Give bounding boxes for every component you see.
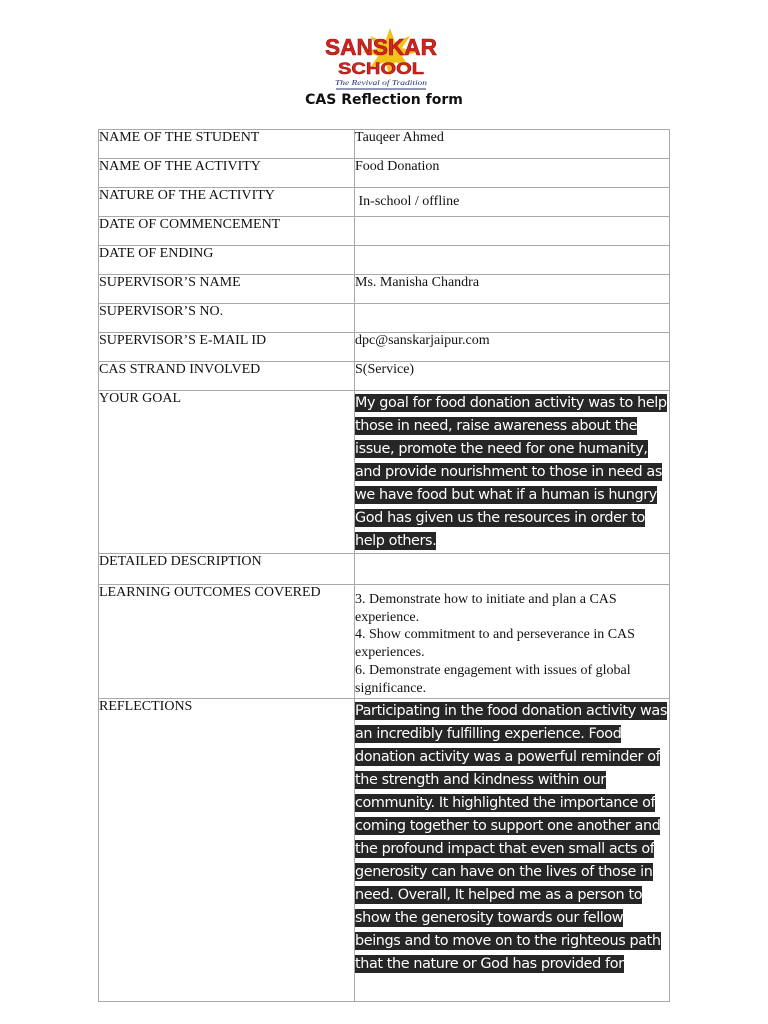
row-value-ending-date: [355, 246, 670, 275]
row-value-student-name: Tauqeer Ahmed: [355, 130, 670, 159]
table-row: [99, 585, 670, 699]
row-value-supervisor-number: [355, 304, 670, 333]
outcome-item: 6. Demonstrate engagement with issues of global significance.: [355, 662, 631, 696]
row-label: NATURE OF THE ACTIVITY: [99, 188, 355, 217]
row-value-activity-name: Food Donation: [355, 159, 670, 188]
table-row: [99, 304, 670, 333]
table-row: [99, 159, 670, 188]
logo-tagline: The Revival of Tradition: [335, 78, 428, 87]
row-value-description: [355, 554, 670, 585]
row-label: SUPERVISOR’S E-MAIL ID: [99, 333, 355, 362]
table-row: [99, 130, 670, 159]
logo-line2: SCHOOL: [338, 59, 424, 78]
row-label: CAS STRAND INVOLVED: [99, 362, 355, 391]
cas-reflection-table: [98, 129, 670, 1002]
row-label: REFLECTIONS: [99, 699, 355, 1002]
row-value-supervisor-name: Ms. Manisha Chandra: [355, 275, 670, 304]
row-value-cas-strand: S(Service): [355, 362, 670, 391]
row-label: LEARNING OUTCOMES COVERED: [99, 585, 355, 699]
row-label: DETAILED DESCRIPTION: [99, 554, 355, 585]
table-row: [99, 217, 670, 246]
table-row: [99, 333, 670, 362]
table-row: [99, 188, 670, 217]
row-value-activity-nature: In-school / offline: [355, 188, 670, 217]
table-row: [99, 391, 670, 554]
form-title: CAS Reflection form: [305, 92, 463, 108]
row-label: NAME OF THE ACTIVITY: [99, 159, 355, 188]
table-row: [99, 554, 670, 585]
row-label: SUPERVISOR’S NO.: [99, 304, 355, 333]
reflections-text: Participating in the food donation activity was an incredibly fulfilling experience. Food donation activity was a powerful reminder of the strength and kindness within our community. It highlighted the importance of coming together to support one another and the profound impact that even small acts of generosity can have on the lives of those in need. Overall, It helped me as a person to show the generosity towards our fellow beings and to move on to the righteous path that the nature or God has provided for: [355, 703, 667, 972]
logo-line1: SANSKAR: [325, 34, 438, 60]
row-value-commencement-date: [355, 217, 670, 246]
goal-cell: [355, 391, 670, 554]
outcome-item: 4. Show commitment to and perseverance in CAS experiences.: [355, 627, 635, 661]
row-label: SUPERVISOR’S NAME: [99, 275, 355, 304]
school-logo: [322, 28, 440, 94]
logo-graphic: [322, 28, 440, 94]
reflections-cell: [355, 699, 670, 1002]
table-row: [99, 362, 670, 391]
row-value-supervisor-email: dpc@sanskarjaipur.com: [355, 333, 670, 362]
goal-text: My goal for food donation activity was to help those in need, raise awareness about the issue, promote the need for one humanity, and provide nourishment to those in need as we have food but what if a human is hungry God has given us the resources in order to help others.: [355, 395, 667, 549]
row-label: DATE OF ENDING: [99, 246, 355, 275]
outcomes-cell: [355, 585, 670, 699]
table-row: [99, 246, 670, 275]
row-label: YOUR GOAL: [99, 391, 355, 554]
row-label: DATE OF COMMENCEMENT: [99, 217, 355, 246]
table-row: [99, 275, 670, 304]
row-label: NAME OF THE STUDENT: [99, 130, 355, 159]
table-row: [99, 699, 670, 1002]
outcome-item: 3. Demonstrate how to initiate and plan a CAS experience.: [355, 592, 617, 625]
